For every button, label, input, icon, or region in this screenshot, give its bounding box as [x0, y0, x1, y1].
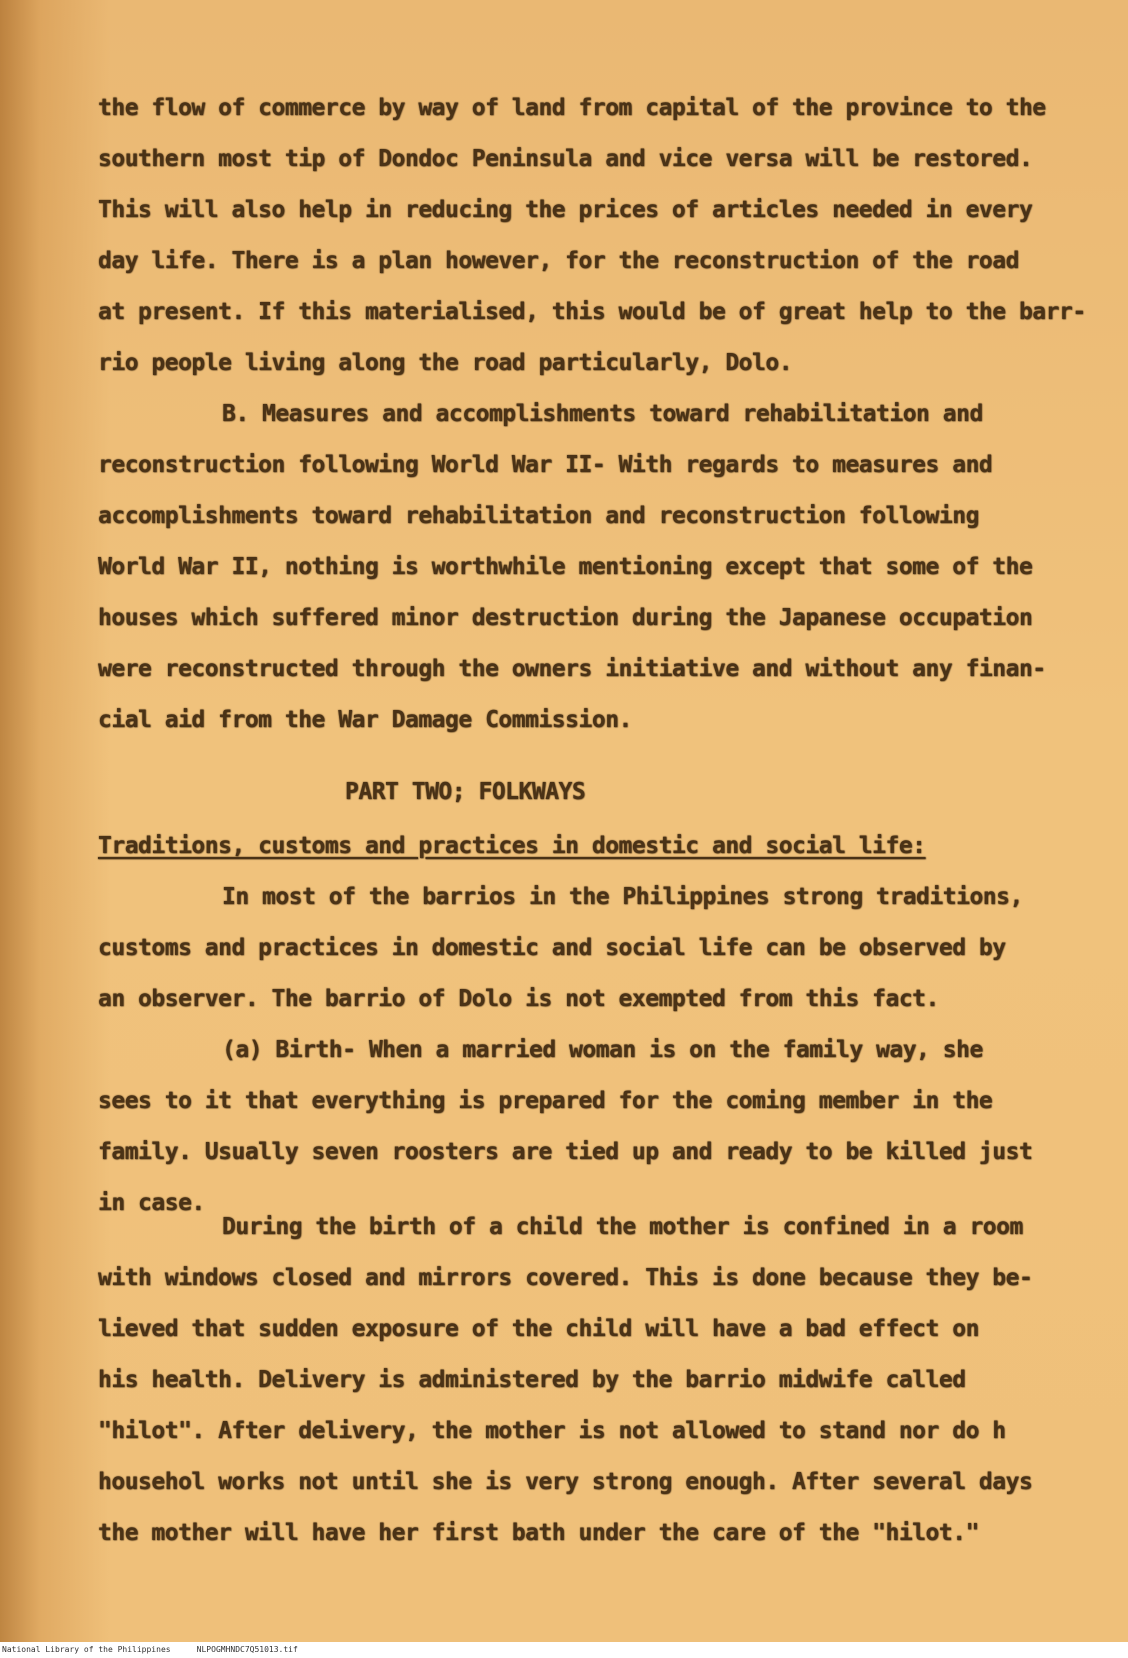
text-line-6: rio people living along the road particularly, Dolo. [98, 350, 793, 376]
text-line-9: accomplishments toward rehabilitation and reconstruction following [98, 503, 979, 529]
text-line-22: in case. [98, 1190, 205, 1216]
text-line-28: househol works not until she is very strong enough. After several days [98, 1469, 1033, 1495]
text-line-8: reconstruction following World War II- With regards to measures and [98, 452, 993, 478]
text-line-3: This will also help in reducing the prices of articles needed in every [98, 197, 1033, 223]
text-line-5: at present. If this materialised, this would be of great help to the barr- [98, 299, 1086, 325]
text-line-16: In most of the barrios in the Philippines strong traditions, [222, 884, 1023, 910]
text-line-2: southern most tip of Dondoc Peninsula and vice versa will be restored. [98, 146, 1033, 172]
footer-file: NLPOGMHNDC7Q51013.tif [196, 1645, 298, 1654]
section-heading: PART TWO; FOLKWAYS [345, 779, 586, 805]
text-line-25: lieved that sudden exposure of the child will have a bad effect on [98, 1316, 979, 1342]
text-line-23: During the birth of a child the mother is confined in a room [222, 1214, 1023, 1240]
text-line-26: his health. Delivery is administered by the barrio midwife called [98, 1367, 966, 1393]
text-line-1: the flow of commerce by way of land from capital of the province to the [98, 95, 1046, 121]
footer-library: National Library of the Philippines [2, 1645, 171, 1654]
text-line-20: sees to it that everything is prepared for the coming member in the [98, 1088, 993, 1114]
text-line-21: family. Usually seven roosters are tied up and ready to be killed just [98, 1139, 1033, 1165]
text-line-17: customs and practices in domestic and social life can be observed by [98, 935, 1006, 961]
text-line-11: houses which suffered minor destruction during the Japanese occupation [98, 605, 1033, 631]
text-line-10: World War II, nothing is worthwhile mentioning except that some of the [98, 554, 1033, 580]
text-line-24: with windows closed and mirrors covered. This is done because they be- [98, 1265, 1033, 1291]
text-line-4: day life. There is a plan however, for the reconstruction of the road [98, 248, 1019, 274]
scan-footer [0, 1642, 1128, 1658]
text-line-18: an observer. The barrio of Dolo is not exempted from this fact. [98, 986, 939, 1012]
text-line-7: B. Measures and accomplishments toward rehabilitation and [222, 401, 983, 427]
text-line-12: were reconstructed through the owners initiative and without any finan- [98, 656, 1046, 682]
text-line-27: "hilot". After delivery, the mother is not allowed to stand nor do h [98, 1418, 1006, 1444]
text-line-29: the mother will have her first bath under the care of the "hilot." [98, 1520, 979, 1546]
text-line-19: (a) Birth- When a married woman is on the family way, she [222, 1037, 983, 1063]
section-subheading: Traditions, customs and practices in domestic and social life: [98, 833, 926, 859]
text-line-13: cial aid from the War Damage Commission. [98, 707, 632, 733]
